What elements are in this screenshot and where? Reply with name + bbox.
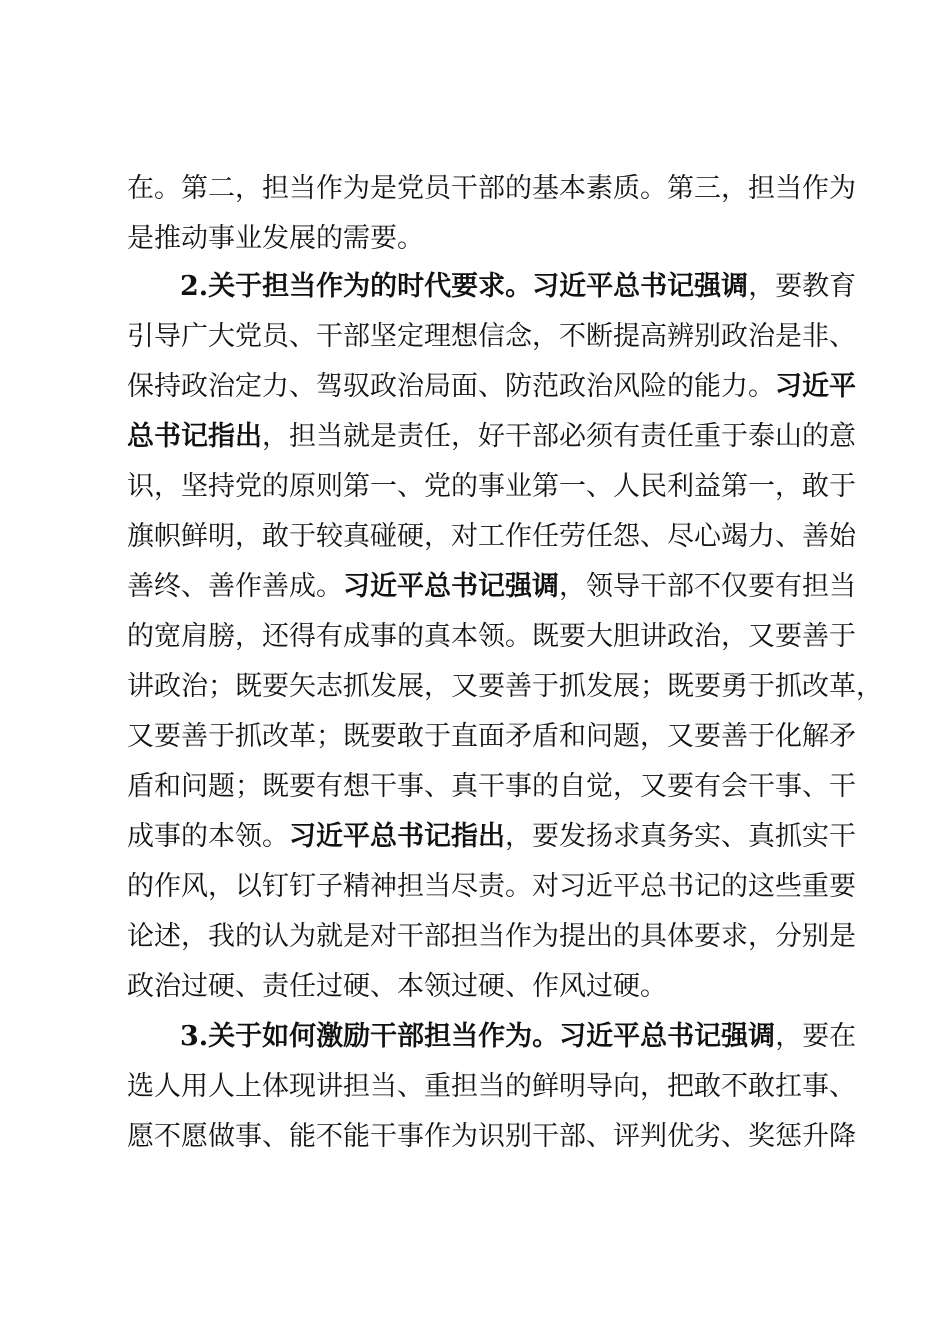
body-text: 保持政治定力、驾驭政治局面、防范政治风险的能力。 (127, 371, 775, 402)
body-text: 成事的本领。 (127, 821, 289, 852)
body-text: 选人用人上体现讲担当、重担当的鲜明导向，把敢不敢扛事、 (127, 1071, 856, 1102)
body-text: ，担当就是责任，好干部必须有责任重于泰山的意 (262, 421, 856, 452)
text-line (127, 1119, 856, 1155)
body-text: 讲政治；既要矢志抓发展，又要善于抓发展；既要勇于抓改革， (127, 671, 883, 702)
text-line (127, 969, 667, 1005)
bold-text: 总书记指出 (127, 421, 262, 452)
bold-text: 习近平 (775, 371, 856, 402)
text-line (127, 319, 856, 355)
text-line (127, 769, 856, 805)
text-line (127, 419, 856, 455)
body-text: 旗帜鲜明，敢于较真碰硬，对工作任劳任怨、尽心竭力、善始 (127, 521, 856, 552)
text-line (127, 819, 856, 855)
body-text: ，要发扬求真务实、真抓实干 (505, 821, 856, 852)
body-text: 是推动事业发展的需要。 (127, 223, 424, 254)
body-text: 的作风，以钉钉子精神担当尽责。对习近平总书记的这些重要 (127, 871, 856, 902)
body-text: 在。第二，担当作为是党员干部的基本素质。第三，担当作为 (127, 173, 856, 204)
body-text: 识，坚持党的原则第一、党的事业第一、人民利益第一，敢于 (127, 471, 856, 502)
bold-text: 3. (180, 1021, 209, 1052)
bold-text: 关于担当作为的时代要求。习近平总书记强调 (208, 271, 749, 302)
body-text: ，要在 (775, 1021, 857, 1052)
body-text: 的宽肩膀，还得有成事的真本领。既要大胆讲政治，又要善于 (127, 621, 856, 652)
text-line (127, 221, 424, 257)
bold-text: 习近平总书记指出 (289, 821, 505, 852)
bold-text: 2. (180, 271, 209, 302)
text-line (127, 669, 883, 705)
text-line (127, 869, 856, 905)
body-text: 又要善于抓改革；既要敢于直面矛盾和问题，又要善于化解矛 (127, 721, 856, 752)
text-line (127, 919, 856, 955)
text-line (127, 569, 856, 605)
paragraph-heading-line (180, 269, 856, 305)
body-text: ，要教育 (748, 271, 857, 302)
body-text: ，领导干部不仅要有担当 (559, 571, 856, 602)
text-line (127, 519, 856, 555)
text-line (127, 369, 856, 405)
text-line (127, 469, 856, 505)
bold-text: 习近平总书记强调 (343, 571, 559, 602)
text-line (127, 719, 856, 755)
text-line (127, 619, 856, 655)
text-line (127, 171, 856, 207)
body-text: 论述，我的认为就是对干部担当作为提出的具体要求，分别是 (127, 921, 856, 952)
body-text: 盾和问题；既要有想干事、真干事的自觉，又要有会干事、干 (127, 771, 856, 802)
text-line (127, 1069, 856, 1105)
body-text: 政治过硬、责任过硬、本领过硬、作风过硬。 (127, 971, 667, 1002)
paragraph-heading-line (180, 1019, 856, 1055)
body-text: 引导广大党员、干部坚定理想信念，不断提高辨别政治是非、 (127, 321, 856, 352)
body-text: 愿不愿做事、能不能干事作为识别干部、评判优劣、奖惩升降 (127, 1121, 856, 1152)
body-text: 善终、善作善成。 (127, 571, 343, 602)
bold-text: 关于如何激励干部担当作为。习近平总书记强调 (208, 1021, 776, 1052)
